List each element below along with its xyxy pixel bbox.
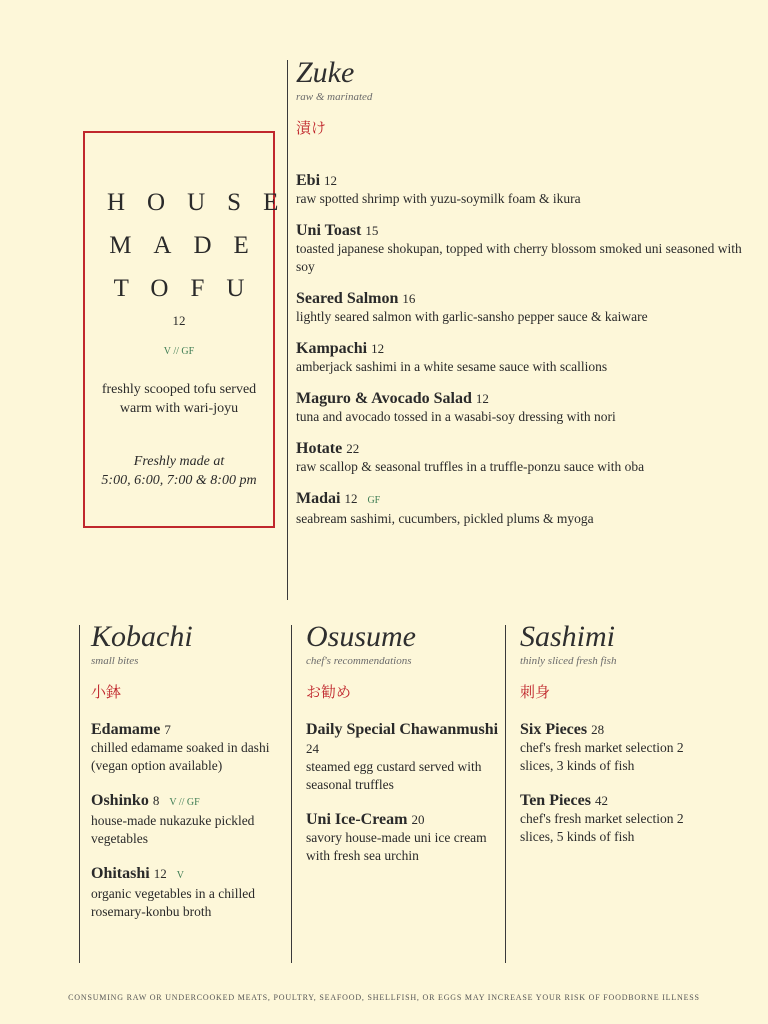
menu-item-price: 42: [594, 793, 608, 808]
menu-item-heading: [91, 864, 291, 885]
menu-item-description: seabream sashimi, cucumbers, pickled plums & myoga: [296, 511, 594, 526]
menu-item-heading: [296, 221, 746, 240]
section-subtitle: raw & marinated: [296, 91, 373, 103]
menu-item: [296, 439, 746, 476]
menu-item-description: lightly seared salmon with garlic-sansho pepper sauce & kaiware: [296, 309, 648, 324]
section-japanese: 刺身: [520, 683, 551, 701]
menu-item-description: house-made nukazuke pickled vegetables: [91, 813, 255, 846]
menu-item-heading: [306, 720, 506, 758]
menu-item-price: 28: [591, 722, 605, 737]
section-subtitle: thinly sliced fresh fish: [520, 655, 617, 667]
menu-items: [520, 720, 720, 846]
menu-item-name: Hotate: [296, 440, 343, 457]
menu-item-heading: [296, 389, 746, 408]
menu-item-description: tuna and avocado tossed in a wasabi-soy dressing with nori: [296, 409, 616, 424]
menu-item: [91, 791, 291, 848]
menu-item-price: 15: [365, 223, 379, 238]
menu-item-diet-tag: V: [176, 870, 184, 881]
menu-item-diet-tag: GF: [367, 495, 381, 506]
menu-item-heading: [91, 720, 291, 739]
section-title: Zuke: [296, 56, 355, 89]
menu-item-description: chef's fresh market selection 2 slices, 3 kinds of fish: [520, 740, 684, 773]
menu-item: [296, 389, 746, 426]
osusume-section: [306, 621, 506, 881]
menu-item: [296, 289, 746, 326]
menu-item-heading: [296, 171, 746, 190]
menu-item-description: raw scallop & seasonal truffles in a truffle-ponzu sauce with oba: [296, 459, 645, 474]
menu-item-name: Kampachi: [296, 340, 368, 357]
tofu-schedule-note: [93, 452, 265, 490]
menu-item-price: 12: [324, 173, 338, 188]
house-made-tofu-box: [83, 131, 301, 528]
menu-item-name: Maguro & Avocado Salad: [296, 390, 472, 407]
menu-item-heading: [296, 339, 746, 358]
tofu-price: 12: [172, 313, 186, 328]
menu-item-diet-tag: V // GF: [169, 797, 200, 808]
tofu-diet-tag: V // GF: [163, 346, 195, 357]
tofu-title-line: HOUSE: [107, 189, 301, 216]
menu-item: [296, 339, 746, 376]
menu-item-name: Seared Salmon: [296, 290, 399, 307]
section-title: Kobachi: [91, 620, 193, 653]
menu-item-price: 7: [164, 722, 171, 737]
menu-item-price: 22: [346, 441, 360, 456]
tofu-title-line: TOFU: [113, 275, 267, 302]
menu-item-name: Uni Toast: [296, 222, 362, 239]
kobachi-section: [91, 621, 291, 937]
section-title: Osusume: [306, 620, 416, 653]
menu-item-description: raw spotted shrimp with yuzu-soymilk foam & ikura: [296, 191, 581, 206]
menu-item-price: 8: [152, 793, 160, 808]
menu-item-price: 12: [344, 491, 358, 506]
osusume-divider: [291, 625, 292, 963]
menu-item-name: Ebi: [296, 172, 321, 189]
tofu-note-line: Freshly made at: [133, 454, 225, 469]
menu-item: [520, 720, 720, 775]
menu-item-heading: [306, 810, 506, 829]
menu-item-description: organic vegetables in a chilled rosemary-konbu broth: [91, 886, 255, 919]
menu-item-name: Daily Special Chawanmushi: [306, 721, 499, 738]
tofu-title-line: MADE: [109, 232, 271, 259]
menu-item-price: 12: [371, 341, 385, 356]
menu-item-description: amberjack sashimi in a white sesame sauce with scallions: [296, 359, 608, 374]
menu-items: [306, 720, 506, 865]
menu-item-heading: [296, 439, 746, 458]
menu-item-price: 24: [306, 741, 319, 756]
menu-item-description: chef's fresh market selection 2 slices, 5 kinds of fish: [520, 811, 684, 844]
menu-items: [296, 171, 746, 528]
section-title: Sashimi: [520, 620, 616, 653]
section-japanese: 漬け: [296, 119, 327, 137]
menu-item-price: 20: [411, 812, 425, 827]
sashimi-section: [520, 621, 720, 862]
section-subtitle: chef's recommendations: [306, 655, 412, 667]
section-japanese: 小鉢: [91, 683, 122, 701]
menu-item: [520, 791, 720, 846]
menu-item-heading: [520, 720, 720, 739]
menu-item-description: savory house-made uni ice cream with fresh sea urchin: [306, 830, 487, 863]
menu-item-name: Oshinko: [91, 792, 149, 809]
menu-item: [296, 171, 746, 208]
menu-item-description: toasted japanese shokupan, topped with cherry blossom smoked uni seasoned with soy: [296, 241, 742, 274]
menu-item-heading: [520, 791, 720, 810]
zuke-divider: [287, 60, 288, 600]
menu-item: [296, 489, 746, 528]
menu-item-price: 12: [153, 866, 167, 881]
menu-item-price: 12: [475, 391, 489, 406]
menu-item: [91, 720, 291, 775]
tofu-description: freshly scooped tofu served warm with wari-joyu: [101, 382, 257, 416]
section-japanese: お勧め: [306, 683, 352, 701]
zuke-section: [296, 57, 746, 541]
menu-item-price: 16: [402, 291, 416, 306]
menu-item-name: Madai: [296, 490, 341, 507]
menu-item-description: steamed egg custard served with seasonal truffles: [306, 759, 482, 792]
tofu-note-times: 5:00, 6:00, 7:00 & 8:00 pm: [101, 473, 257, 488]
menu-item-name: Six Pieces: [520, 721, 588, 738]
menu-item-name: Ten Pieces: [520, 792, 591, 809]
tofu-title: [85, 181, 301, 310]
menu-item: [306, 720, 506, 794]
menu-item-heading: [296, 489, 746, 510]
menu-items: [91, 720, 291, 921]
kobachi-divider: [79, 625, 80, 963]
menu-item: [296, 221, 746, 276]
menu-item-heading: [91, 791, 291, 812]
menu-item: [306, 810, 506, 865]
foodborne-illness-notice: CONSUMING RAW OR UNDERCOOKED MEATS, POULTRY, SEAFOOD, SHELLFISH, OR EGGS MAY INCREASE YOUR RISK OF FOODBORNE ILLNESS: [68, 993, 700, 1002]
section-subtitle: small bites: [91, 655, 139, 667]
menu-item-name: Edamame: [91, 721, 161, 738]
menu-item-description: chilled edamame soaked in dashi (vegan option available): [91, 740, 270, 773]
menu-item-name: Ohitashi: [91, 865, 150, 882]
menu-item: [91, 864, 291, 921]
menu-item-heading: [296, 289, 746, 308]
menu-item-name: Uni Ice-Cream: [306, 811, 408, 828]
